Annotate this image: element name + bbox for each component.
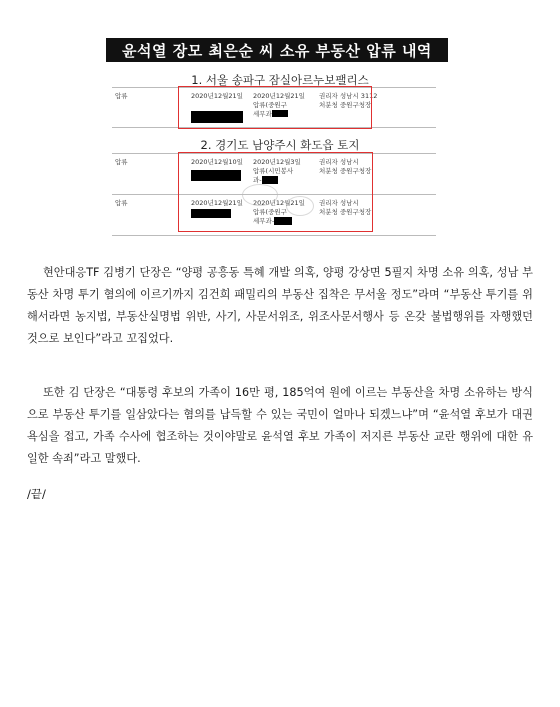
entry-holder: 권리자 성남시 3112: [319, 92, 378, 100]
entry-reason-line3: 세무과-: [253, 216, 275, 225]
end-mark: /끝/: [27, 487, 46, 501]
entry-reason: 2020년12월21일: [253, 92, 305, 100]
body-paragraph: 또한 김 단장은 “대통령 후보의 가족이 16만 평, 185억여 원에 이르는 부동산을 차명 소유하는 방식으로 부동산 투기를 일삼았다는 혐의를 납득할 수 있는 국민이 얼마나 되겠느냐”며 “윤석열 후보가 대권 욕심을 접고, 가족 수사에 협조하는 것이야말로 윤석열 후보 가족이 저지른 부동산 교란 행위에 대한 유일한 속죄”라고 말했다.: [27, 386, 533, 465]
entry-holder: 권리자 성남시: [319, 158, 359, 166]
section-1-label: 1. 서울 송파구 잠실아르누보팰리스: [191, 73, 369, 87]
entry-reason-line2: 압류(시민봉사: [253, 166, 294, 175]
entry-authority: 처분청 중원구청장: [319, 207, 372, 216]
stamp-mark: [286, 196, 314, 216]
entry-reason-line3: 세무과: [253, 109, 272, 118]
entry-reason-line2: 압류(중원구: [253, 207, 287, 216]
entry-reason-line2: 압류(중원구: [253, 100, 287, 109]
entry-date: 2020년12월21일: [191, 92, 243, 100]
section-2-label: 2. 경기도 남양주시 화도읍 토지: [200, 138, 360, 152]
entry-authority: 처분청 중원구청장: [319, 166, 372, 175]
entry-reason: 2020년12월3일: [253, 158, 301, 166]
body-paragraph: 현안대응TF 김병기 단장은 “양평 공흥동 특혜 개발 의혹, 양평 강상면 5필지 차명 소유 의혹, 성남 부동산 차명 투기 혐의에 이르기까지 김건희 패밀리의 부동산 집착은 무서울 정도”라며 “부동산 투기를 위해서라면 농지법, 부동산실명법 위반, 사기, 사문서위조, 위조사문서행사 등 온갖 불법행위를 자행했던 것으로 보인다”라고 꼬집었다.: [27, 266, 533, 345]
stamp-mark: [242, 184, 278, 206]
entry-type: 압류: [112, 88, 188, 128]
entry-date: 2020년12월21일: [191, 199, 243, 207]
highlight-box: [178, 86, 372, 129]
entry-type: 압류: [112, 195, 188, 236]
entry-holder: 권리자 성남시: [319, 199, 359, 207]
entry-authority: 처분청 중원구청장: [319, 100, 372, 109]
entry-reason: 2020년12월21일: [253, 199, 305, 207]
entry-type: 압류: [112, 154, 188, 195]
entry-reason-line3: 과-: [253, 175, 262, 184]
document-title: 윤석열 장모 최은순 씨 소유 부동산 압류 내역: [106, 38, 448, 62]
entry-date: 2020년12월10일: [191, 158, 243, 166]
